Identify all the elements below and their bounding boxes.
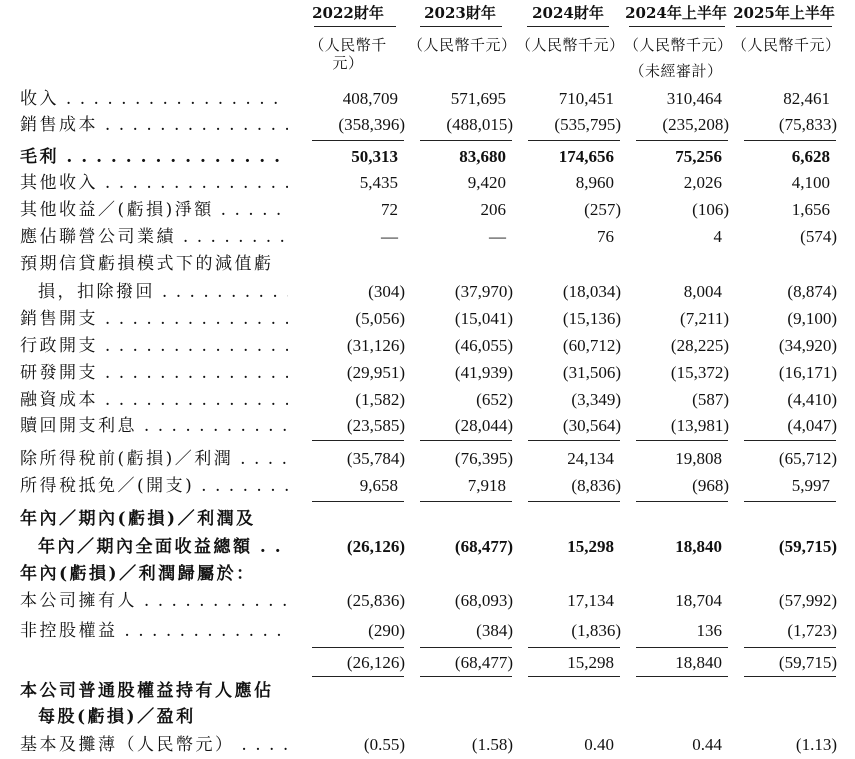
- cell: (59,715): [778, 653, 837, 672]
- cell: (15,041): [454, 309, 513, 328]
- column-year: 2022財年: [312, 4, 384, 22]
- row-label-ecl-line2: 損，扣除撥回 . . .: [38, 280, 288, 304]
- header-rule: [629, 26, 725, 27]
- cell: 1,656: [791, 200, 830, 219]
- row-label-other-income: 其他收入 . . .: [20, 171, 288, 195]
- cell: (1.58): [471, 735, 513, 754]
- total-rule: [744, 676, 836, 677]
- cell: 4,100: [791, 173, 830, 192]
- cell: (16,171): [778, 363, 837, 382]
- cell: (31,126): [346, 336, 405, 355]
- column-unit: （人民幣千元）: [624, 36, 733, 54]
- cell: (0.55): [363, 735, 405, 754]
- cell: (235,208): [662, 115, 729, 134]
- cell: (968): [692, 476, 729, 495]
- cell: (7,211): [680, 309, 729, 328]
- column-header-2023: [408, 4, 517, 54]
- subtotal-rule: [636, 647, 728, 648]
- cell: (106): [692, 200, 729, 219]
- subtotal-rule: [312, 440, 404, 441]
- cell: (23,585): [346, 416, 405, 435]
- subtotal-rule: [744, 140, 836, 141]
- row-label-pre-tax: 除所得稅前(虧損)／利潤 . . .: [20, 447, 288, 471]
- cell: 8,960: [575, 173, 614, 192]
- subtotal-rule: [420, 501, 512, 502]
- row-label-revenue: 收入 . . .: [20, 87, 288, 111]
- row-label-cost-of-sales: 銷售成本 . . .: [20, 113, 288, 137]
- header-rule: [420, 26, 502, 27]
- cell: 83,680: [459, 147, 506, 166]
- total-rule: [636, 676, 728, 677]
- cell: (30,564): [562, 416, 621, 435]
- row-label-redemption-interest: 贖回開支利息 . . .: [20, 414, 288, 438]
- cell: (76,395): [454, 449, 513, 468]
- cell: (1,723): [787, 621, 837, 640]
- row-label-non-controlling: 非控股權益 . . .: [20, 619, 288, 643]
- column-header-2025-h1: [732, 4, 841, 54]
- cell: (488,015): [446, 115, 513, 134]
- row-label-owners: 本公司擁有人 . . .: [20, 589, 288, 613]
- cell: 15,298: [567, 537, 614, 556]
- cell: (8,874): [787, 282, 837, 301]
- row-label-ecl-line1: 預期信貸虧損模式下的減值虧: [20, 254, 274, 274]
- cell: —: [489, 227, 506, 246]
- row-label-finance-costs: 融資成本 . . .: [20, 388, 288, 412]
- cell: 206: [480, 200, 506, 219]
- column-year: 2024年上半年: [625, 4, 727, 22]
- cell: (15,372): [670, 363, 729, 382]
- cell: (59,715): [778, 537, 837, 556]
- column-header-2022: [298, 4, 398, 72]
- cell: 7,918: [467, 476, 506, 495]
- cell: 75,256: [675, 147, 722, 166]
- total-rule: [528, 676, 620, 677]
- cell: (384): [476, 621, 513, 640]
- cell: 19,808: [675, 449, 722, 468]
- column-note: （未經審計）: [629, 62, 723, 80]
- cell: (28,044): [454, 416, 513, 435]
- subtotal-rule: [744, 440, 836, 441]
- cell: 18,840: [675, 537, 722, 556]
- row-label-total-line1: 年內／期內(虧損)／利潤及: [20, 509, 256, 529]
- cell: (34,920): [778, 336, 837, 355]
- cell: (41,939): [454, 363, 513, 382]
- cell: 18,840: [675, 653, 722, 672]
- row-label-income-tax: 所得稅抵免／(開支) . . .: [20, 474, 288, 498]
- cell: (28,225): [670, 336, 729, 355]
- cell: 82,461: [783, 89, 830, 108]
- column-year: 2025年上半年: [733, 4, 835, 22]
- cell: (65,712): [778, 449, 837, 468]
- subtotal-rule: [420, 440, 512, 441]
- total-rule: [312, 676, 404, 677]
- subtotal-rule: [636, 440, 728, 441]
- cell: (5,056): [355, 309, 405, 328]
- cell: (25,836): [346, 591, 405, 610]
- cell: 72: [381, 200, 398, 219]
- cell: (29,951): [346, 363, 405, 382]
- subtotal-rule: [636, 501, 728, 502]
- column-header-2024: [516, 4, 625, 54]
- cell: 5,997: [791, 476, 830, 495]
- row-label-gross-profit: 毛利 . . .: [20, 145, 288, 169]
- cell: 2,026: [683, 173, 722, 192]
- cell: 0.44: [692, 735, 722, 754]
- cell: (574): [800, 227, 837, 246]
- column-year: 2024財年: [532, 4, 604, 22]
- subtotal-rule: [744, 501, 836, 502]
- total-rule: [420, 676, 512, 677]
- cell: 50,313: [351, 147, 398, 166]
- subtotal-rule: [312, 140, 404, 141]
- header-rule: [314, 26, 396, 27]
- cell: (18,034): [562, 282, 621, 301]
- cell: (8,836): [571, 476, 621, 495]
- cell: (26,126): [346, 653, 405, 672]
- cell: (1,582): [355, 390, 405, 409]
- subtotal-rule: [528, 647, 620, 648]
- cell: —: [381, 227, 398, 246]
- subtotal-rule: [528, 140, 620, 141]
- subtotal-rule: [312, 647, 404, 648]
- cell: (3,349): [571, 390, 621, 409]
- cell: 76: [597, 227, 614, 246]
- cell: (13,981): [670, 416, 729, 435]
- cell: 8,004: [683, 282, 722, 301]
- row-label-basic-diluted: 基本及攤薄（人民幣元） . . .: [20, 733, 288, 757]
- row-label-eps-heading-1: 本公司普通股權益持有人應佔: [20, 681, 274, 701]
- cell: (75,833): [778, 115, 837, 134]
- cell: (37,970): [454, 282, 513, 301]
- cell: (304): [368, 282, 405, 301]
- header-rule: [527, 26, 609, 27]
- cell: 4: [713, 227, 722, 246]
- subtotal-rule: [528, 501, 620, 502]
- row-label-rnd-expenses: 研發開支 . . .: [20, 361, 288, 385]
- column-unit: （人民幣千元）: [408, 36, 517, 54]
- column-header-2024-h1: [624, 4, 733, 80]
- cell: 18,704: [675, 591, 722, 610]
- cell: 24,134: [567, 449, 614, 468]
- cell: (1,836): [571, 621, 621, 640]
- cell: 6,628: [791, 147, 830, 166]
- cell: 408,709: [342, 89, 398, 108]
- cell: (1.13): [795, 735, 837, 754]
- cell: (46,055): [454, 336, 513, 355]
- cell: (68,093): [454, 591, 513, 610]
- header-rule: [736, 26, 832, 27]
- row-label-share-of-associates: 應佔聯營公司業績 . . .: [20, 225, 288, 249]
- cell: (31,506): [562, 363, 621, 382]
- cell: (4,047): [787, 416, 837, 435]
- cell: (9,100): [787, 309, 837, 328]
- cell: (35,784): [346, 449, 405, 468]
- cell: (652): [476, 390, 513, 409]
- cell: (358,396): [338, 115, 405, 134]
- cell: (4,410): [787, 390, 837, 409]
- cell: (535,795): [554, 115, 621, 134]
- column-unit: （人民幣千元）: [732, 36, 841, 54]
- row-label-total-comprehensive: 年內／期內全面收益總額 . . .: [38, 535, 288, 559]
- cell: 17,134: [567, 591, 614, 610]
- row-label-other-gains: 其他收益／(虧損)淨額 . . .: [20, 198, 288, 222]
- cell: 9,420: [467, 173, 506, 192]
- subtotal-rule: [420, 647, 512, 648]
- cell: (68,477): [454, 537, 513, 556]
- column-year: 2023財年: [424, 4, 496, 22]
- row-label-eps-heading-2: 每股(虧損)／盈利: [38, 707, 196, 727]
- cell: (15,136): [562, 309, 621, 328]
- row-label-attributable-to: 年內(虧損)／利潤歸屬於：: [20, 564, 256, 584]
- cell: 174,656: [558, 147, 614, 166]
- subtotal-rule: [312, 501, 404, 502]
- cell: 710,451: [558, 89, 614, 108]
- subtotal-rule: [528, 440, 620, 441]
- cell: 9,658: [359, 476, 398, 495]
- cell: 571,695: [450, 89, 506, 108]
- cell: (587): [692, 390, 729, 409]
- cell: (257): [584, 200, 621, 219]
- subtotal-rule: [420, 140, 512, 141]
- subtotal-rule: [744, 647, 836, 648]
- cell: 310,464: [666, 89, 722, 108]
- cell: (60,712): [562, 336, 621, 355]
- cell: 5,435: [359, 173, 398, 192]
- row-label-selling-expenses: 銷售開支 . . .: [20, 307, 288, 331]
- cell: (26,126): [346, 537, 405, 556]
- cell: 0.40: [584, 735, 614, 754]
- cell: 136: [696, 621, 722, 640]
- subtotal-rule: [636, 140, 728, 141]
- column-unit: （人民幣千元）: [309, 36, 387, 72]
- cell: (57,992): [778, 591, 837, 610]
- cell: 15,298: [567, 653, 614, 672]
- row-label-admin-expenses: 行政開支 . . .: [20, 334, 288, 358]
- cell: (290): [368, 621, 405, 640]
- column-unit: （人民幣千元）: [516, 36, 625, 54]
- cell: (68,477): [454, 653, 513, 672]
